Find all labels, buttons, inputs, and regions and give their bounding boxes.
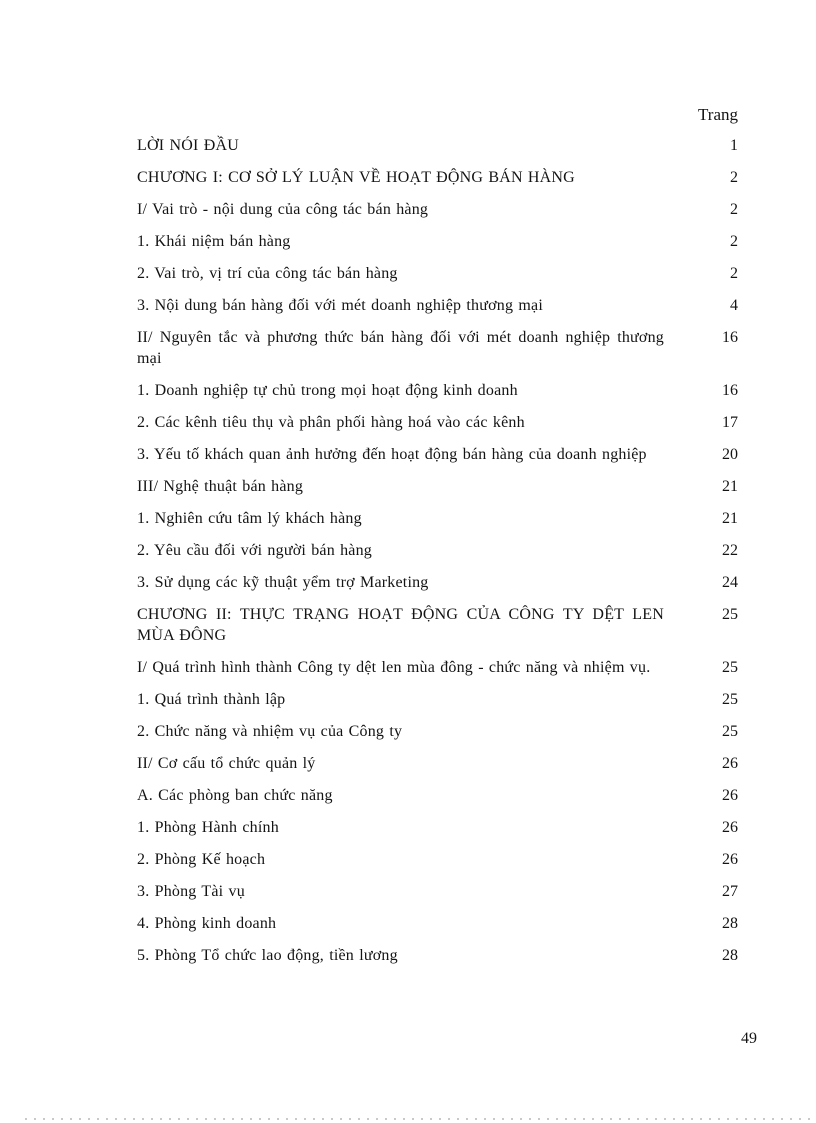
toc-entry-title: III/ Nghệ thuật bán hàng bbox=[137, 478, 304, 495]
toc-entry-title: 5. Phòng Tổ chức lao động, tiền lương bbox=[137, 947, 398, 964]
toc-entry-page: 17 bbox=[722, 414, 738, 431]
toc-entry-page: 25 bbox=[722, 723, 738, 740]
toc-entry-title: 3. Sử dụng các kỹ thuật yểm trợ Marketing bbox=[137, 574, 429, 591]
toc-row bbox=[137, 167, 738, 188]
toc-row bbox=[137, 476, 738, 497]
toc-entry-title: CHƯƠNG I: CƠ SỞ LÝ LUẬN VỀ HOẠT ĐỘNG BÁN HÀNG bbox=[137, 169, 575, 186]
toc-row bbox=[137, 817, 738, 838]
toc-entry-title: 2. Các kênh tiêu thụ và phân phối hàng hoá vào các kênh bbox=[137, 414, 525, 431]
toc-entry-title: 2. Vai trò, vị trí của công tác bán hàng bbox=[137, 265, 398, 282]
toc-entry-page: 26 bbox=[722, 819, 738, 836]
toc-row bbox=[137, 231, 738, 252]
toc-entry-title: 3. Nội dung bán hàng đối với mét doanh nghiệp thương mại bbox=[137, 297, 543, 314]
toc-entry-page: 26 bbox=[722, 755, 738, 772]
toc-entry-page: 25 bbox=[722, 691, 738, 708]
toc-row bbox=[137, 295, 738, 316]
toc-entry-title: 3. Yếu tố khách quan ảnh hưởng đến hoạt động bán hàng của doanh nghiệp bbox=[137, 446, 647, 463]
toc-entry-title: 1. Doanh nghiệp tự chủ trong mọi hoạt động kinh doanh bbox=[137, 382, 518, 399]
toc-row bbox=[137, 135, 738, 156]
toc-entry-page: 21 bbox=[722, 510, 738, 527]
toc-row bbox=[137, 657, 738, 678]
toc-row bbox=[137, 785, 738, 806]
toc-entry-title: 3. Phòng Tài vụ bbox=[137, 883, 245, 900]
toc-entry-title: 4. Phòng kinh doanh bbox=[137, 915, 277, 932]
toc-entry-page: 27 bbox=[722, 883, 738, 900]
toc-entry-title: II/ Cơ cấu tổ chức quản lý bbox=[137, 755, 316, 772]
toc-row bbox=[137, 444, 738, 465]
toc-entry-title: 2. Phòng Kế hoạch bbox=[137, 851, 266, 868]
toc-row bbox=[137, 913, 738, 934]
toc-entry-title: 1. Nghiên cứu tâm lý khách hàng bbox=[137, 510, 362, 527]
toc-row bbox=[137, 572, 738, 593]
toc-entry-title: 1. Phòng Hành chính bbox=[137, 819, 279, 836]
toc-row bbox=[137, 540, 738, 561]
page-bottom-border bbox=[25, 1118, 816, 1120]
toc-row bbox=[137, 721, 738, 742]
toc-entry-page: 25 bbox=[722, 606, 738, 623]
toc-entry-title: A. Các phòng ban chức năng bbox=[137, 787, 333, 804]
toc-entry-page: 2 bbox=[730, 201, 738, 218]
toc-entry-title: I/ Vai trò - nội dung của công tác bán hàng bbox=[137, 201, 429, 218]
toc-entry-page: 25 bbox=[722, 659, 738, 676]
toc-row bbox=[137, 689, 738, 710]
toc-entry-title: 2. Chức năng và nhiệm vụ của Công ty bbox=[137, 723, 403, 740]
toc-entry-page: 28 bbox=[722, 947, 738, 964]
toc-entry-page: 21 bbox=[722, 478, 738, 495]
toc-entry-page: 4 bbox=[730, 297, 738, 314]
toc-entry-page: 2 bbox=[730, 265, 738, 282]
toc-entry-page: 26 bbox=[722, 787, 738, 804]
toc-entry-page: 2 bbox=[730, 169, 738, 186]
toc-row bbox=[137, 881, 738, 902]
toc-entry-page: 24 bbox=[722, 574, 738, 591]
toc-entry-title: CHƯƠNG II: THỰC TRẠNG HOẠT ĐỘNG CỦA CÔNG TY DỆT LEN MÙA ĐÔNG bbox=[137, 606, 664, 644]
toc-entry-page: 16 bbox=[722, 329, 738, 346]
toc-entry-page: 20 bbox=[722, 446, 738, 463]
toc-row bbox=[137, 199, 738, 220]
table-of-contents bbox=[137, 135, 738, 966]
toc-entry-page: 16 bbox=[722, 382, 738, 399]
toc-row bbox=[137, 263, 738, 284]
toc-row bbox=[137, 849, 738, 870]
page-number-footer: 49 bbox=[741, 1030, 757, 1047]
toc-row bbox=[137, 604, 738, 646]
toc-entry-title: 2. Yêu cầu đối với người bán hàng bbox=[137, 542, 372, 559]
toc-row bbox=[137, 753, 738, 774]
toc-row bbox=[137, 380, 738, 401]
toc-entry-title: LỜI NÓI ĐẦU bbox=[137, 137, 239, 154]
toc-entry-page: 26 bbox=[722, 851, 738, 868]
toc-row bbox=[137, 945, 738, 966]
toc-entry-title: II/ Nguyên tắc và phương thức bán hàng đối với mét doanh nghiệp thương mại bbox=[137, 329, 664, 367]
page-column-header: Trang bbox=[698, 105, 738, 124]
toc-entry-page: 22 bbox=[722, 542, 738, 559]
toc-row bbox=[137, 508, 738, 529]
toc-entry-title: 1. Quá trình thành lập bbox=[137, 691, 286, 708]
toc-entry-page: 1 bbox=[730, 137, 738, 154]
toc-row bbox=[137, 327, 738, 369]
toc-entry-page: 2 bbox=[730, 233, 738, 250]
toc-entry-title: I/ Quá trình hình thành Công ty dệt len mùa đông - chức năng và nhiệm vụ. bbox=[137, 659, 651, 676]
toc-entry-page: 28 bbox=[722, 915, 738, 932]
toc-row bbox=[137, 412, 738, 433]
toc-entry-title: 1. Khái niệm bán hàng bbox=[137, 233, 291, 250]
